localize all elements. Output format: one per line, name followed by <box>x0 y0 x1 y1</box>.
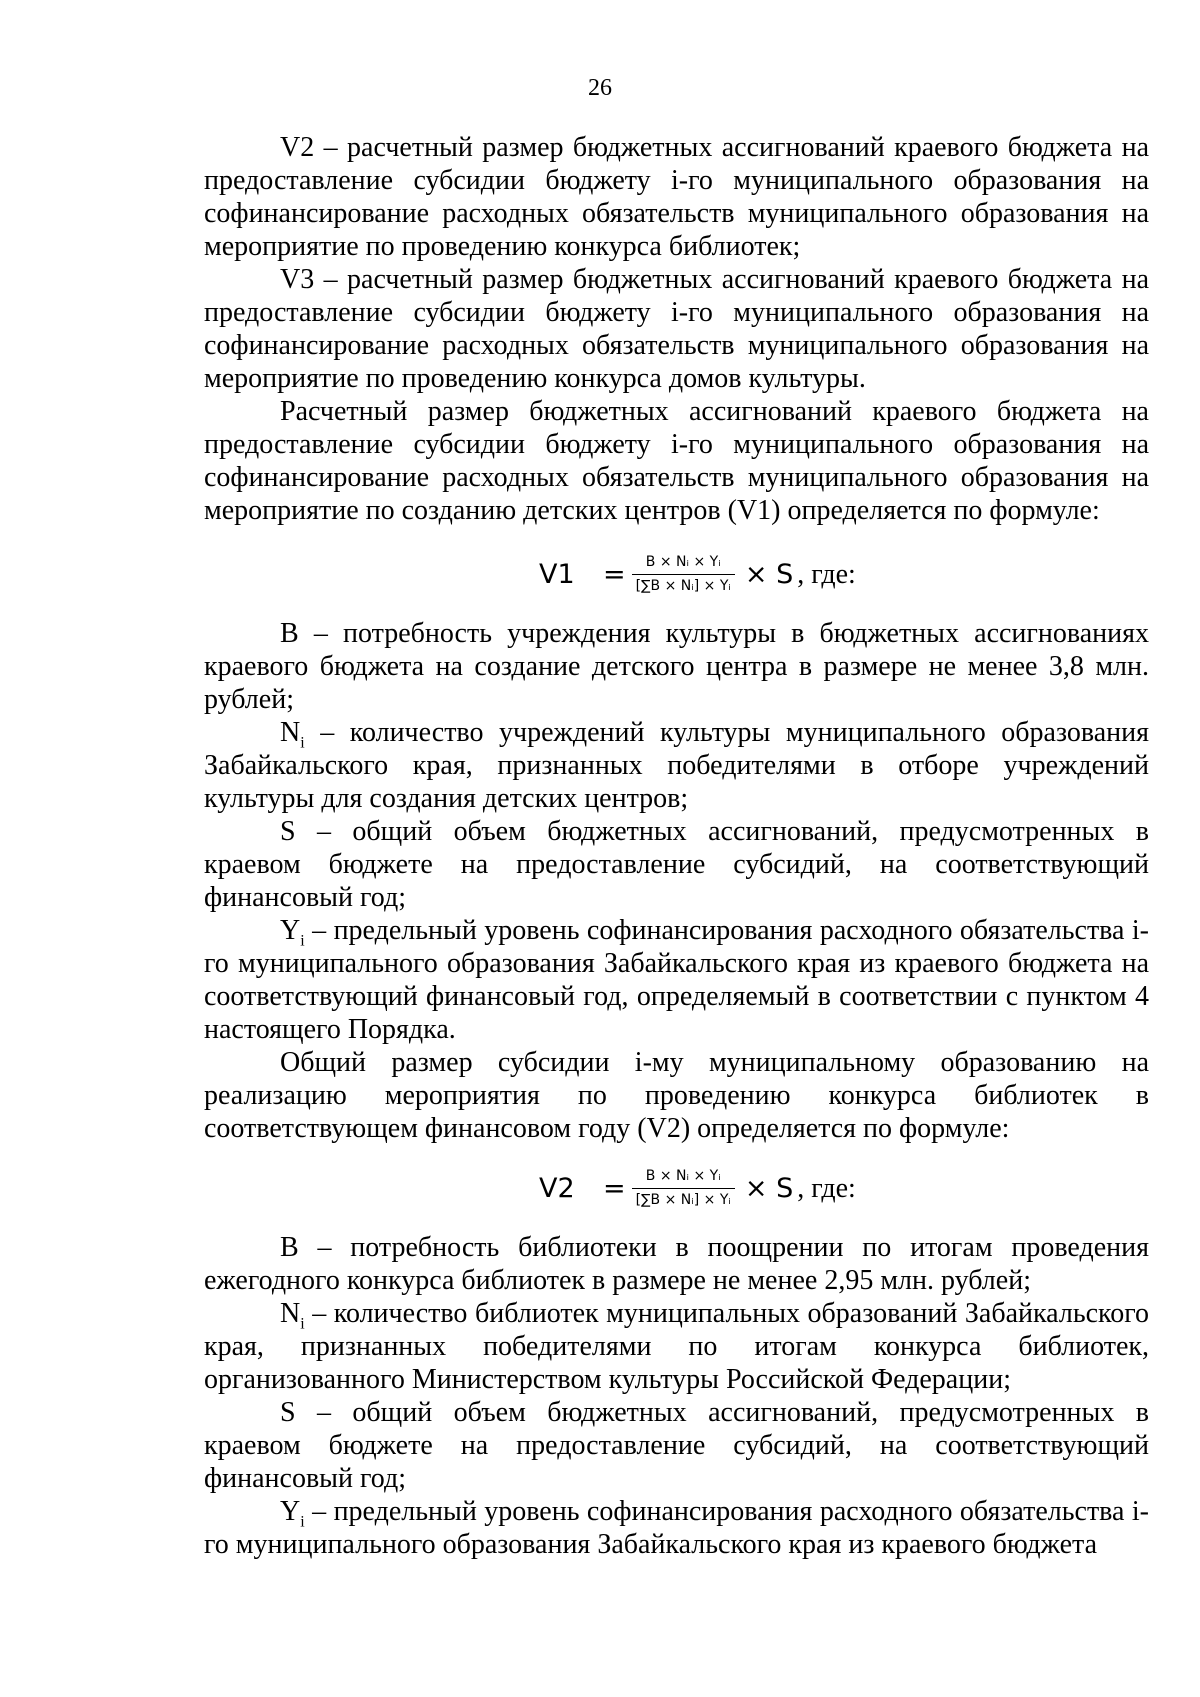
symbol-b: B <box>280 618 299 649</box>
symbol-n: N <box>280 1298 301 1329</box>
formula-multiplier: × S <box>744 1172 794 1204</box>
formula-v2 <box>204 1145 1149 1231</box>
definition-y-2 <box>204 1495 1149 1561</box>
formula-multiplier: × S <box>744 558 794 590</box>
formula-equals: = <box>603 558 626 590</box>
paragraph-v2-intro: Общий размер субсидии i-му муниципальному образованию на реализацию мероприятия по проведению конкурса библиотек в соответствующем финансовом году (V2) определяется по формуле: <box>204 1047 1149 1144</box>
symbol-n-subscript: i <box>300 734 305 752</box>
definition-text: – предельный уровень софинансирования расходного обязательства i-го муниципального образования Забайкальского края из краевого бюджета <box>204 1496 1149 1560</box>
definition-n-2 <box>204 1297 1149 1396</box>
symbol-y-subscript: i <box>300 932 305 950</box>
definition-b-2 <box>204 1231 1149 1297</box>
definition-text: – потребность учреждения культуры в бюджетных ассигнованиях краевого бюджета на создание детского центра в размере не менее 3,8 млн. рублей; <box>204 618 1149 715</box>
symbol-s: S <box>280 816 296 847</box>
definition-text: – потребность библиотеки в поощрении по итогам проведения ежегодного конкурса библиотек в размере не менее 2,95 млн. рублей; <box>204 1232 1149 1296</box>
symbol-b: B <box>280 1232 299 1263</box>
definition-s-2 <box>204 1396 1149 1495</box>
formula-numerator: B × Nᵢ × Yᵢ <box>645 1167 721 1184</box>
symbol-n: N <box>280 717 301 748</box>
definition-text: – предельный уровень софинансирования расходного обязательства i-го муниципального образования Забайкальского края из краевого бюджета на соответствующий финансовый год, определяемый в соответствии с пунктом 4 настоящего Порядка. <box>204 915 1149 1045</box>
definition-text: – общий объем бюджетных ассигнований, предусмотренных в краевом бюджете на предоставление субсидий, на соответствующий финансовый год; <box>204 816 1149 913</box>
formula-where: , где: <box>797 1172 856 1204</box>
symbol-y: Y <box>280 1496 301 1527</box>
symbol-y-subscript: i <box>300 1513 305 1531</box>
paragraph-v1-intro: Расчетный размер бюджетных ассигнований краевого бюджета на предоставление субсидии бюджету i-го муниципального образования на софинансирование расходных обязательств муниципального образования на мероприятие по созданию детских центров (V1) определяется по формуле: <box>204 396 1149 526</box>
definition-b-1 <box>204 617 1149 716</box>
definition-n-1 <box>204 716 1149 815</box>
formula-denominator: [∑B × Nᵢ] × Yᵢ <box>632 574 735 596</box>
formula-denominator: [∑B × Nᵢ] × Yᵢ <box>632 1188 735 1210</box>
definition-text: – количество библиотек муниципальных образований Забайкальского края, признанных победителями по итогам конкурса библиотек, организованного Министерством культуры Российской Федерации; <box>204 1298 1149 1395</box>
formula-v1 <box>204 531 1149 617</box>
formula-numerator: B × Nᵢ × Yᵢ <box>645 553 721 570</box>
formula-lhs: V1 <box>539 558 575 590</box>
formula-fraction <box>632 553 735 596</box>
document-body <box>204 131 1149 1561</box>
formula-fraction <box>632 1167 735 1210</box>
page-number: 26 <box>588 75 612 101</box>
paragraph-v2-definition: V2 – расчетный размер бюджетных ассигнований краевого бюджета на предоставление субсидии бюджету i-го муниципального образования на софинансирование расходных обязательств муниципального образования на мероприятие по проведению конкурса библиотек; <box>204 132 1149 262</box>
symbol-n-subscript: i <box>300 1315 305 1333</box>
definition-y-1 <box>204 914 1149 1046</box>
definition-text: – количество учреждений культуры муниципального образования Забайкальского края, признанных победителями в отборе учреждений культуры для создания детских центров; <box>204 717 1149 814</box>
formula-lhs: V2 <box>539 1172 575 1204</box>
symbol-y: Y <box>280 915 301 946</box>
formula-where: , где: <box>797 558 856 590</box>
paragraph-v3-definition: V3 – расчетный размер бюджетных ассигнований краевого бюджета на предоставление субсидии бюджету i-го муниципального образования на софинансирование расходных обязательств муниципального образования на мероприятие по проведению конкурса домов культуры. <box>204 264 1149 394</box>
definition-text: – общий объем бюджетных ассигнований, предусмотренных в краевом бюджете на предоставление субсидий, на соответствующий финансовый год; <box>204 1397 1149 1494</box>
symbol-s: S <box>280 1397 296 1428</box>
definition-s-1 <box>204 815 1149 914</box>
formula-equals: = <box>603 1172 626 1204</box>
